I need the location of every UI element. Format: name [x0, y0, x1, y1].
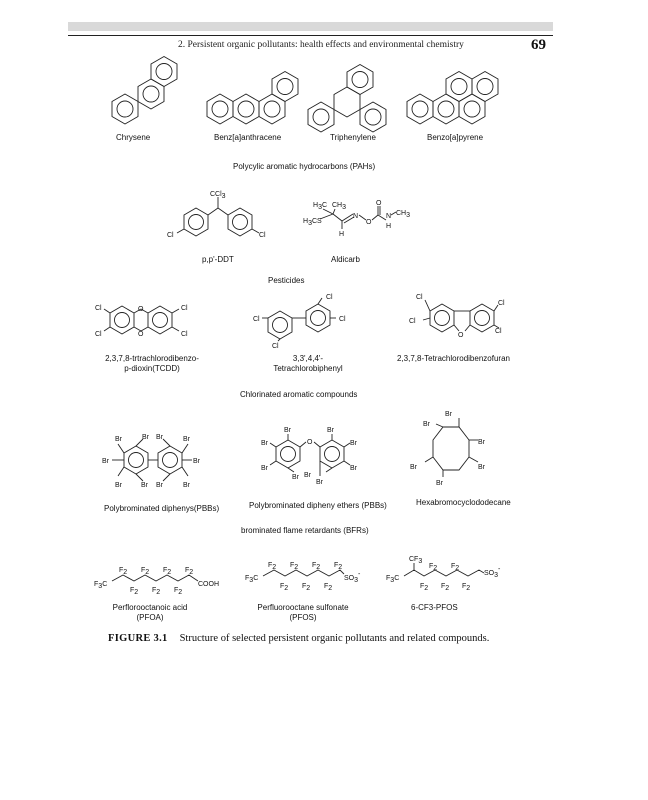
cl-label: Cl — [181, 305, 188, 312]
f3c-label: F3C — [245, 575, 259, 584]
compound-name-pbb: Polybrominated diphenys(PBBs) — [104, 504, 220, 513]
benzopyrene-structure — [407, 72, 498, 125]
f3c-label: F3C — [94, 581, 108, 590]
tcdd-structure — [95, 305, 188, 338]
ddt-structure — [167, 191, 266, 239]
cl-label: Cl — [495, 328, 502, 335]
ch3-label: CH3 — [396, 210, 411, 219]
f2-label: F2 — [302, 583, 311, 592]
f2-label: F2 — [268, 562, 277, 571]
compound-name-pbde: Polybrominated dipheny ethers (PBBs) — [249, 501, 387, 510]
br-label: Br — [261, 465, 268, 472]
compound-name-pfoa — [100, 603, 200, 623]
pbde-structure — [261, 427, 358, 486]
f2-label: F2 — [185, 567, 194, 576]
cl-label: Cl — [498, 300, 505, 307]
cl-label: Cl — [253, 316, 260, 323]
running-head: 2. Persistent organic pollutants: health effects and environmental chemistry — [178, 40, 464, 50]
f2-label: F2 — [429, 563, 438, 572]
compound-name-line: 3,3',4,4'- — [292, 354, 324, 363]
cl-label: Cl — [339, 316, 346, 323]
benzanthracene-structure — [207, 72, 298, 125]
f2-label: F2 — [420, 583, 429, 592]
cl-label: Cl — [95, 305, 102, 312]
f2-label: F2 — [312, 562, 321, 571]
f2-label: F2 — [174, 587, 183, 596]
compound-name-line: (PFOS) — [289, 613, 317, 622]
pfoa-structure — [94, 567, 219, 596]
compound-name-line: Perfluorooctane sulfonate — [257, 603, 349, 612]
compound-name-tetrachlorodibenzofuran: 2,3,7,8-Tetrachlorodibenzofuran — [397, 354, 510, 363]
o-label: O — [366, 219, 372, 226]
br-label: Br — [115, 482, 122, 489]
figure-caption-text: Structure of selected persistent organic pollutants and related compounds. — [179, 633, 490, 644]
f2-label: F2 — [324, 583, 333, 592]
compound-name-line: (PFOA) — [136, 613, 164, 622]
cl-label: Cl — [95, 331, 102, 338]
br-label: Br — [115, 436, 122, 443]
br-label: Br — [284, 427, 291, 434]
figure-id: FIGURE 3.1 — [108, 633, 168, 644]
pbb-structure — [102, 434, 201, 489]
br-label: Br — [141, 482, 148, 489]
cl-label: Cl — [259, 232, 266, 239]
br-label: Br — [478, 439, 485, 446]
br-label: Br — [316, 479, 323, 486]
section-title-pahs: Polycylic aromatic hydrocarbons (PAHs) — [233, 162, 376, 171]
br-label: Br — [423, 421, 430, 428]
f2-label: F2 — [152, 587, 161, 596]
br-label: Br — [183, 482, 190, 489]
f2-label: F2 — [141, 567, 150, 576]
compound-name-tcdd — [86, 354, 218, 374]
section-title-chlorinated: Chlorinated aromatic compounds — [240, 390, 358, 399]
compound-name-line: 2,3,7,8-trtrachlorodibenzo- — [105, 354, 199, 363]
o-label: O — [376, 200, 382, 207]
n-label: N — [353, 213, 359, 220]
f2-label: F2 — [130, 587, 139, 596]
aldicarb-structure — [303, 200, 410, 238]
br-label: Br — [304, 472, 311, 479]
ccl3-label: CCl3 — [210, 191, 226, 200]
br-label: Br — [350, 440, 357, 447]
compound-name-line: p-dioxin(TCDD) — [124, 364, 180, 373]
br-label: Br — [292, 474, 299, 481]
br-label: Br — [102, 458, 109, 465]
br-label: Br — [327, 427, 334, 434]
cl-label: Cl — [326, 294, 333, 301]
section-title-pesticides: Pesticides — [268, 276, 305, 285]
triphenylene-structure — [308, 65, 386, 133]
compound-name-cf3-pfos: 6-CF3-PFOS — [411, 603, 458, 612]
compound-name-line: Perflorooctanoic acid — [112, 603, 188, 612]
compound-name-chrysene: Chrysene — [116, 133, 151, 142]
n-label: N — [386, 213, 392, 220]
br-label: Br — [183, 436, 190, 443]
so3-label: SO3- — [344, 571, 361, 584]
compound-name-aldicarb: Aldicarb — [331, 255, 360, 264]
cooh-label: COOH — [198, 581, 219, 588]
br-label: Br — [261, 440, 268, 447]
page-number: 69 — [531, 37, 546, 53]
tetrachlorodibenzofuran-structure — [409, 294, 505, 339]
ch3-label: CH3 — [332, 202, 347, 211]
so3-label: SO3- — [484, 566, 501, 579]
br-label: Br — [193, 458, 200, 465]
cl-label: Cl — [272, 343, 279, 350]
figure-caption — [108, 633, 489, 644]
cf3-pfos-structure — [386, 556, 501, 592]
br-label: Br — [445, 411, 452, 418]
f2-label: F2 — [290, 562, 299, 571]
br-label: Br — [350, 465, 357, 472]
f2-label: F2 — [119, 567, 128, 576]
f2-label: F2 — [163, 567, 172, 576]
cl-label: Cl — [181, 331, 188, 338]
f2-label: F2 — [451, 563, 460, 572]
compound-name-benzanthracene: Benz[a]anthracene — [214, 133, 282, 142]
compound-name-line: Tetrachlorobiphenyl — [273, 364, 343, 373]
br-label: Br — [156, 434, 163, 441]
f2-label: F2 — [462, 583, 471, 592]
cl-label: Cl — [167, 232, 174, 239]
cf3-label: CF3 — [409, 556, 423, 565]
compound-name-ddt: p,p'-DDT — [202, 255, 234, 264]
o-label: O — [307, 439, 313, 446]
f2-label: F2 — [280, 583, 289, 592]
f3c-label: F3C — [386, 575, 400, 584]
compound-name-benzopyrene: Benzo[a]pyrene — [427, 133, 484, 142]
br-label: Br — [410, 464, 417, 471]
h-label: H — [339, 231, 345, 238]
hbcd-structure — [410, 411, 486, 487]
section-title-bfrs: brominated flame retardants (BFRs) — [241, 526, 369, 535]
br-label: Br — [156, 482, 163, 489]
br-label: Br — [478, 464, 485, 471]
tetrachlorobiphenyl-structure — [253, 294, 346, 350]
compound-name-hbcd: Hexabromocyclododecane — [416, 498, 511, 507]
h3c-label: H3C — [313, 202, 328, 211]
br-label: Br — [436, 480, 443, 487]
cl-label: Cl — [409, 318, 416, 325]
h-label: H — [386, 223, 392, 230]
o-label: O — [138, 331, 144, 338]
compound-name-triphenylene: Triphenylene — [330, 133, 376, 142]
compound-name-tetrachlorobiphenyl — [258, 354, 358, 374]
br-label: Br — [142, 434, 149, 441]
cl-label: Cl — [416, 294, 423, 301]
o-label: O — [458, 332, 464, 339]
chrysene-structure — [112, 57, 177, 125]
f2-label: F2 — [334, 562, 343, 571]
pfos-structure — [245, 562, 361, 592]
f2-label: F2 — [441, 583, 450, 592]
compound-name-pfos — [248, 603, 358, 623]
h3cs-label: H3CS — [303, 218, 322, 227]
o-label: O — [138, 306, 144, 313]
